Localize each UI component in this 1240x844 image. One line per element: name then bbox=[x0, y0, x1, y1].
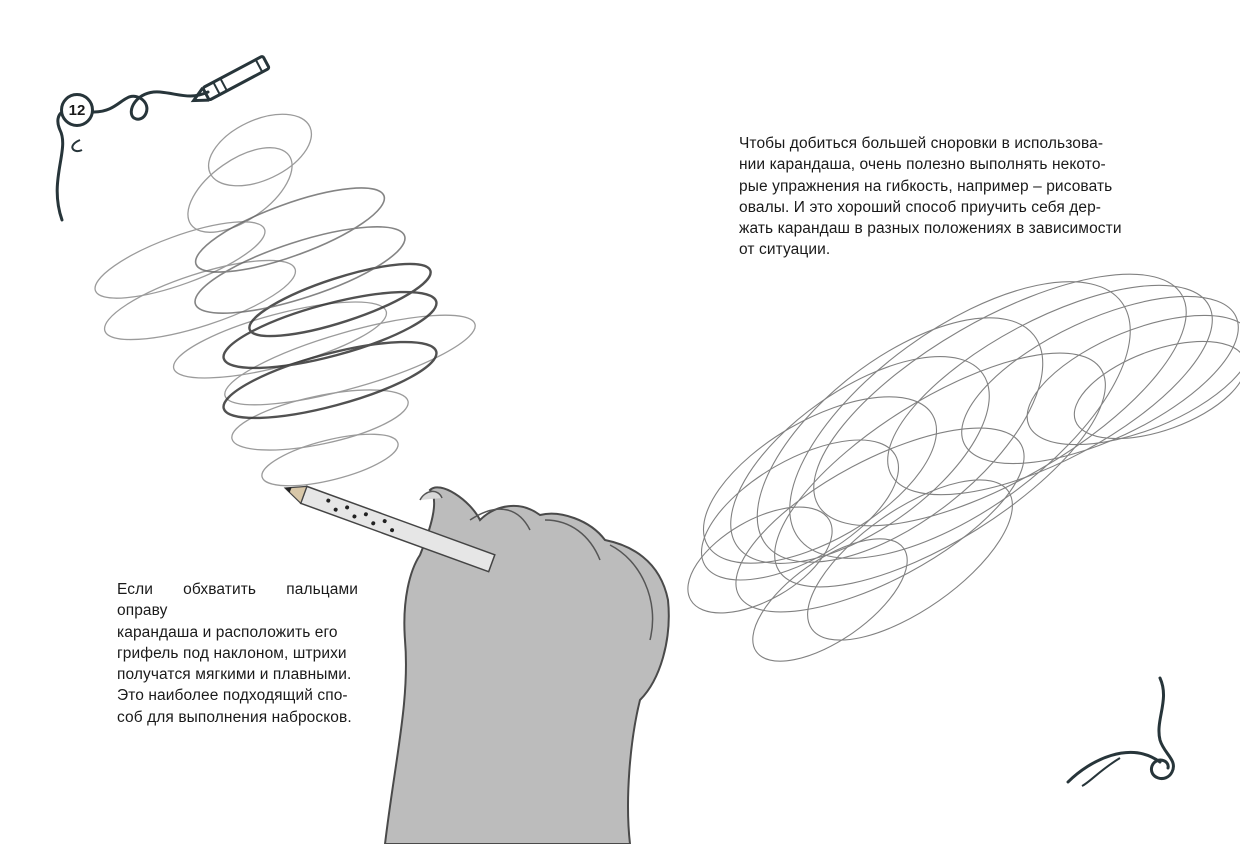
text-line: соб для выполнения набросков. bbox=[117, 708, 352, 726]
text-line: Это наиболее подходящий спо- bbox=[117, 687, 348, 705]
text-line: получатся мягкими и плавными. bbox=[117, 666, 352, 684]
text-line: карандаша и расположить его bbox=[117, 623, 338, 641]
flourish-swirl-icon bbox=[1060, 670, 1190, 790]
page-number: 12 bbox=[60, 93, 94, 127]
text-line: Чтобы добиться большей сноровки в использова- bbox=[739, 135, 1104, 152]
text-line: рые упражнения на гибкость, например – рисовать bbox=[739, 177, 1113, 195]
text-left bbox=[117, 579, 358, 728]
text-line: Если обхватить пальцами оправу bbox=[117, 581, 358, 620]
text-line: грифель под наклоном, штрихи bbox=[117, 644, 347, 662]
text-line: нии карандаша, очень полезно выполнять некото- bbox=[739, 156, 1106, 174]
text-line: овалы. И это хороший способ приучить себя дер- bbox=[739, 198, 1102, 216]
text-right bbox=[739, 133, 1123, 261]
text-line: жать карандаш в разных положениях в зависимости bbox=[739, 220, 1122, 238]
text-line: от ситуации. bbox=[739, 241, 831, 259]
